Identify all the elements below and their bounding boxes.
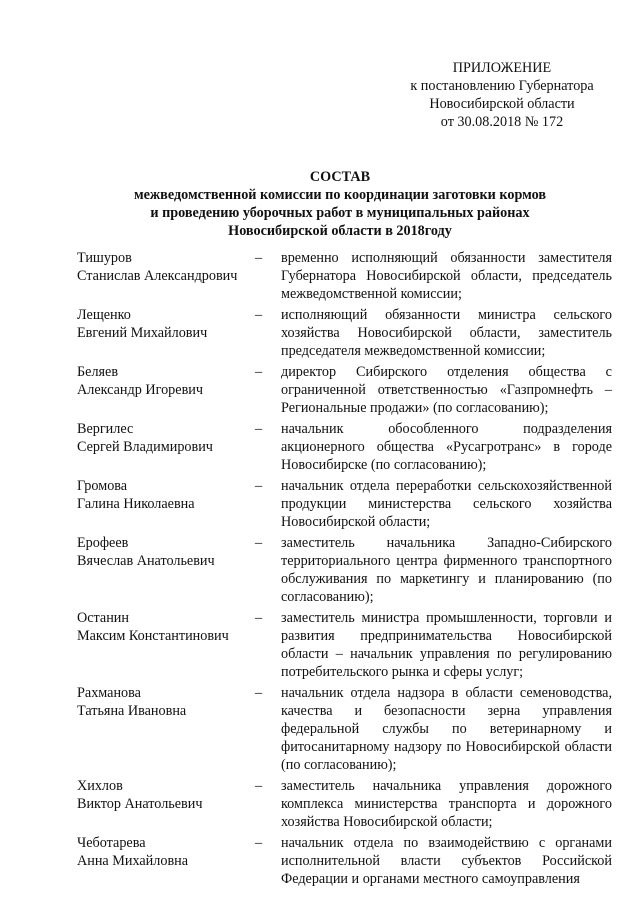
document-title xyxy=(60,168,620,240)
member-name xyxy=(77,834,255,870)
member-surname: Хихлов xyxy=(77,778,123,794)
member-surname: Громова xyxy=(77,478,128,494)
title-line-3: Новосибирской области в 2018году xyxy=(228,223,452,239)
member-dash: – xyxy=(255,478,263,494)
member-dash: – xyxy=(255,835,263,851)
member-row xyxy=(77,249,612,303)
member-name xyxy=(77,477,255,513)
member-dash: – xyxy=(255,610,263,626)
member-given-names: Александр Игоревич xyxy=(77,382,204,398)
member-name xyxy=(77,777,255,813)
member-row xyxy=(77,534,612,606)
appendix-region: Новосибирской области xyxy=(429,96,575,112)
member-dash: – xyxy=(255,307,263,323)
member-given-names: Вячеслав Анатольевич xyxy=(77,553,215,569)
member-name xyxy=(77,363,255,399)
member-surname: Останин xyxy=(77,610,129,626)
member-surname: Чеботарева xyxy=(77,835,146,851)
member-given-names: Максим Константинович xyxy=(77,628,229,644)
member-position: заместитель начальника управления дорожного комплекса министерства транспорта и дорожного хозяйства Новосибирской области; xyxy=(281,778,612,830)
member-row xyxy=(77,609,612,681)
member-row xyxy=(77,420,612,474)
member-surname: Лещенко xyxy=(77,307,131,323)
member-dash: – xyxy=(255,778,263,794)
member-position: заместитель начальника Западно-Сибирского территориального центра фирменного транспортного обслуживания по маркетингу и планированию (по согласованию); xyxy=(281,535,612,605)
member-dash: – xyxy=(255,250,263,266)
member-given-names: Сергей Владимирович xyxy=(77,439,213,455)
member-given-names: Галина Николаевна xyxy=(77,496,195,512)
member-given-names: Татьяна Ивановна xyxy=(77,703,187,719)
member-row xyxy=(77,684,612,774)
member-position: начальник обособленного подразделения акционерного общества «Русагротранс» в городе Новосибирске (по согласованию); xyxy=(281,421,612,473)
member-given-names: Евгений Михайлович xyxy=(77,325,208,341)
member-row xyxy=(77,834,612,888)
member-position: начальник отдела надзора в области семеноводства, качества и безопасности зерна управления федеральной службы по ветеринарному и фитосанитарному надзору по Новосибирской области (по согласованию); xyxy=(281,685,612,773)
member-dash: – xyxy=(255,364,263,380)
commission-members-list xyxy=(77,249,612,891)
member-position: заместитель министра промышленности, торговли и развития предпринимательства Новосибирской области – начальник управления по регулированию потребительского рынка и сферы услуг; xyxy=(281,610,612,680)
member-name xyxy=(77,534,255,570)
member-dash: – xyxy=(255,535,263,551)
member-given-names: Виктор Анатольевич xyxy=(77,796,203,812)
member-name xyxy=(77,684,255,720)
member-position: начальник отдела переработки сельскохозяйственной продукции министерства сельского хозяйства Новосибирской области; xyxy=(281,478,612,530)
member-surname: Тишуров xyxy=(77,250,132,266)
title-heading: СОСТАВ xyxy=(309,169,371,185)
member-row xyxy=(77,306,612,360)
member-position: исполняющий обязанности министра сельского хозяйства Новосибирской области, заместитель председателя межведомственной комиссии; xyxy=(281,307,612,359)
member-name xyxy=(77,609,255,645)
member-surname: Вергилес xyxy=(77,421,134,437)
member-dash: – xyxy=(255,685,263,701)
member-row xyxy=(77,363,612,417)
member-name xyxy=(77,420,255,456)
title-line-2: и проведению уборочных работ в муниципальных районах xyxy=(150,205,530,221)
member-name xyxy=(77,249,255,285)
member-name xyxy=(77,306,255,342)
member-given-names: Анна Михайловна xyxy=(77,853,189,869)
member-row xyxy=(77,777,612,831)
appendix-decree-ref: к постановлению Губернатора xyxy=(410,78,594,94)
appendix-header xyxy=(382,59,622,131)
appendix-label: ПРИЛОЖЕНИЕ xyxy=(452,60,552,76)
member-row xyxy=(77,477,612,531)
member-surname: Рахманова xyxy=(77,685,141,701)
member-position: директор Сибирского отделения общества с ограниченной ответственностью «Газпромнефть – Региональные продажи» (по согласованию); xyxy=(281,364,612,416)
member-position: временно исполняющий обязанности заместителя Губернатора Новосибирской области, председатель межведомственной комиссии; xyxy=(281,250,612,302)
title-line-1: межведомственной комиссии по координации заготовки кормов xyxy=(133,187,547,203)
member-surname: Беляев xyxy=(77,364,119,380)
member-position: начальник отдела по взаимодействию с органами исполнительной власти субъектов Российской Федерации и органами местного самоуправления xyxy=(281,835,612,887)
member-given-names: Станислав Александрович xyxy=(77,268,238,284)
appendix-date-number: от 30.08.2018 № 172 xyxy=(440,114,564,130)
member-dash: – xyxy=(255,421,263,437)
member-surname: Ерофеев xyxy=(77,535,129,551)
